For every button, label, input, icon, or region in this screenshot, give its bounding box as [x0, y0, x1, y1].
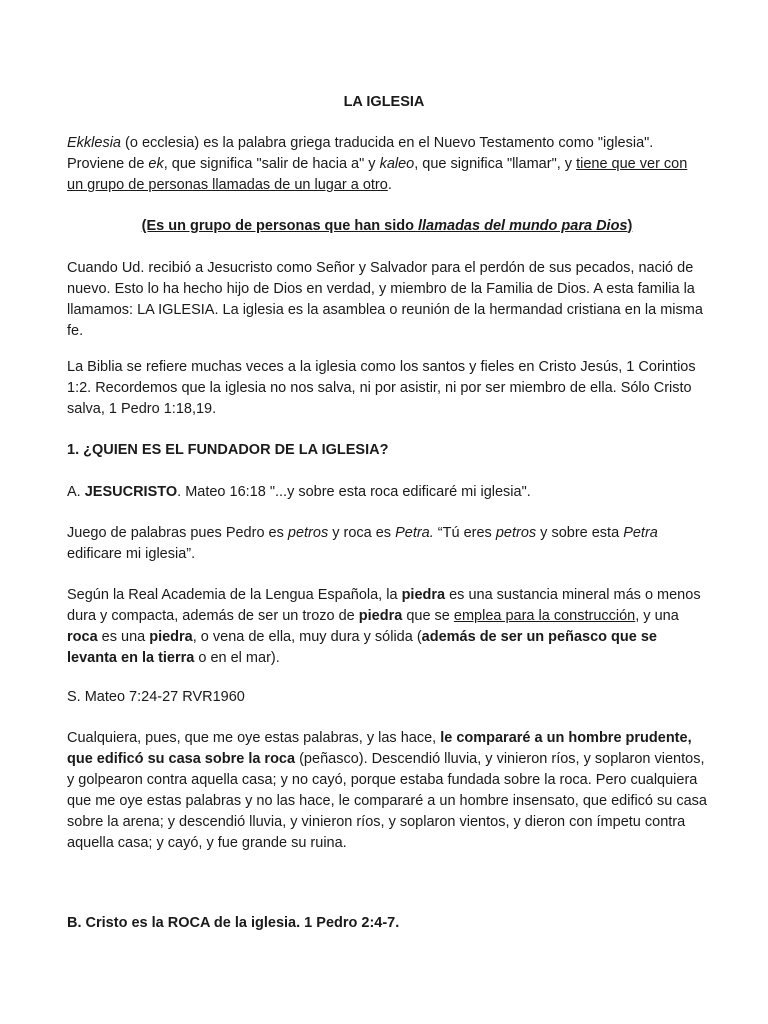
term-kaleo: kaleo: [379, 156, 415, 172]
paragraph-rae: Según la Real Academia de la Lengua Española, la piedra es una sustancia mineral más o menos dura y compacta, además de ser un trozo de piedra que se emplea para la construcción, y una roca es una piedra, o vena de ella, muy dura y sólida (además de ser un peñasco que se levanta en la tierra o en el mar).: [67, 587, 701, 666]
term-ekklesia: Ekklesia: [67, 135, 121, 151]
paragraph-cuando: Cuando Ud. recibió a Jesucristo como Señor y Salvador para el perdón de sus pecados, nació de nuevo. Esto lo ha hecho hijo de Dios en verdad, y miembro de la Familia de Dios. A esta familia la llamamos: LA IGLESIA. La iglesia es la asamblea o reunión de la hermandad cristiana en la misma fe.: [67, 260, 703, 339]
section-heading-roca: B. Cristo es la ROCA de la iglesia. 1 Pedro 2:4-7.: [67, 915, 400, 931]
definition-line: (Es un grupo de personas que han sido llamadas del mundo para Dios): [141, 218, 633, 234]
paragraph-juego: Juego de palabras pues Pedro es petros y roca es Petra. “Tú eres petros y sobre esta Petra edificare mi iglesia”.: [67, 525, 658, 562]
section-heading-fundador: 1. ¿QUIEN ES EL FUNDADOR DE LA IGLESIA?: [67, 442, 389, 458]
scripture-reference: S. Mateo 7:24-27 RVR1960: [67, 689, 245, 705]
paragraph-cualquiera: Cualquiera, pues, que me oye estas palabras, y las hace, le compararé a un hombre prudente, que edificó su casa sobre la roca (peñasco). Descendió lluvia, y vinieron ríos, y soplaron vientos, y golpearon contra aquella casa; y no cayó, porque estaba fundada sobre la roca. Pero cualquiera que me oye estas palabras y no las hace, le compararé a un hombre insensato, que edificó su casa sobre la arena; y descendió lluvia, y vinieron ríos, y soplaron vientos, y dieron con ímpetu contra aquella casa; y cayó, y fue grande su ruina.: [67, 730, 707, 851]
document-title: LA IGLESIA: [343, 94, 425, 110]
underlined-phrase: tiene que ver con un grupo de personas llamadas de un lugar a otro: [67, 156, 688, 193]
term-ek: ek: [148, 156, 164, 172]
answer-a: A. JESUCRISTO. Mateo 16:18 "...y sobre esta roca edificaré mi iglesia".: [67, 484, 531, 500]
paragraph-biblia: La Biblia se refiere muchas veces a la iglesia como los santos y fieles en Cristo Jesús, 1 Corintios 1:2. Recordemos que la iglesia no nos salva, ni por asistir, ni por ser miembro de ella. Sólo Cristo salva, 1 Pedro 1:18,19.: [67, 359, 696, 417]
intro-paragraph: Ekklesia (o ecclesia) es la palabra griega traducida en el Nuevo Testamento como "iglesia". Proviene de ek, que significa "salir de hacia a" y kaleo, que significa "llamar", y tiene que ver con un grupo de personas llamadas de un lugar a otro.: [67, 135, 688, 193]
